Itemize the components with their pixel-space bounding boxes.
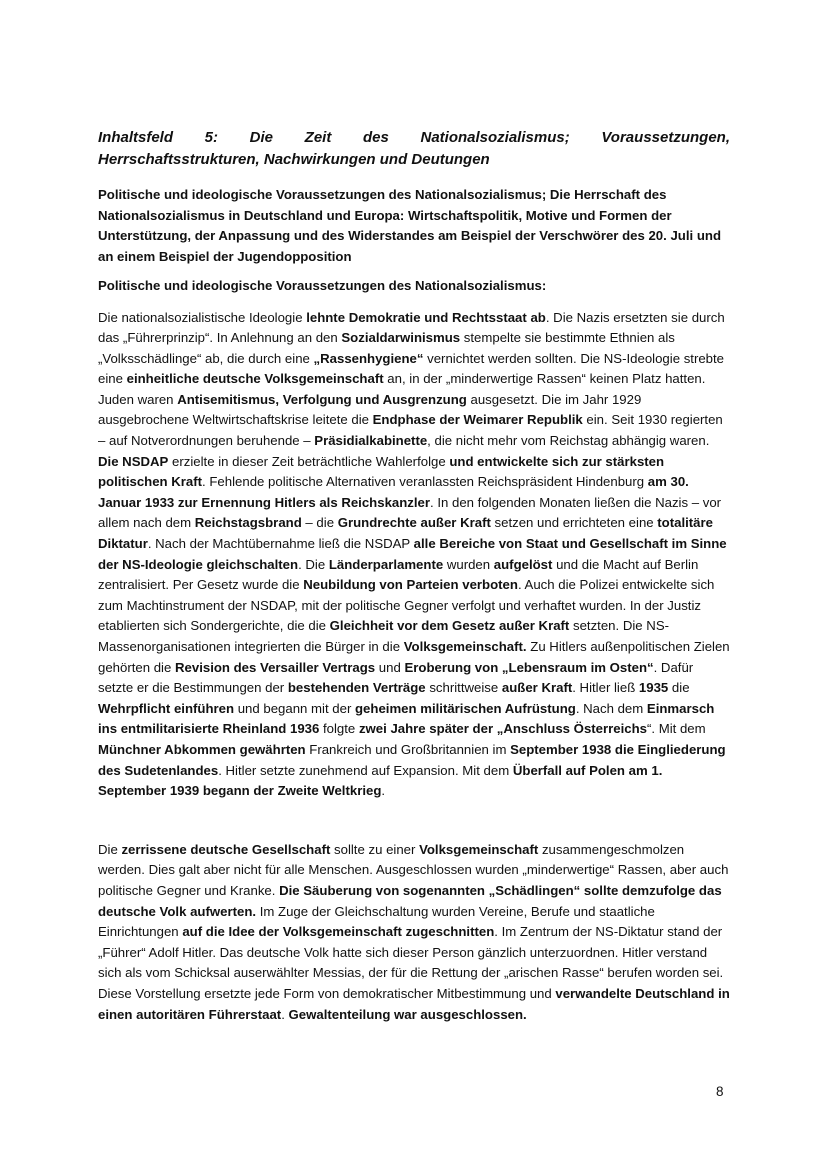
text-run: , die nicht mehr vom Reichstag abhängig waren. <box>427 433 710 449</box>
text-run: . <box>281 1006 289 1022</box>
text-run: Frankreich und Großbritannien im <box>305 741 511 757</box>
text-run: und die Macht auf Berlin zentralisiert. Per Gesetz wurde die <box>98 556 699 593</box>
bold-text-run: außer Kraft <box>501 680 573 696</box>
bold-text-run: verwandelte Deutschland in einen autoritären Führerstaat <box>98 985 730 1022</box>
text-run: . In den folgenden Monaten ließen die Nazis – vor allem nach dem <box>98 494 722 531</box>
bold-text-run: Sozialdarwinismus <box>341 330 461 346</box>
text-run: erzielte in dieser Zeit beträchtliche Wahlerfolge <box>168 453 450 469</box>
bold-text-run: totalitäre Diktatur <box>98 515 713 552</box>
text-run: Die <box>98 841 122 857</box>
bold-text-run: Gewaltenteilung war ausgeschlossen. <box>288 1006 527 1022</box>
text-run: . Fehlende politische Alternativen veranlassten Reichspräsident Hindenburg <box>202 474 648 490</box>
text-run: und begann mit der <box>234 700 355 716</box>
bold-text-run: zerrissene deutsche Gesellschaft <box>121 841 331 857</box>
text-run: . Nach dem <box>575 700 647 716</box>
bold-text-run: auf die Idee der Volksgemeinschaft zugeschnitten <box>182 924 495 940</box>
text-run: “. Mit dem <box>647 721 706 737</box>
bold-text-run: bestehenden Verträge <box>287 680 426 696</box>
text-run: . Dafür setzte er die Bestimmungen der <box>98 659 694 696</box>
bold-text-run: Revision des Versailler Vertrags <box>175 659 376 675</box>
text-run: Die nationalsozialistische Ideologie <box>98 309 307 325</box>
text-run: Im Zuge der Gleichschaltung wurden Vereine, Berufe und staatliche Einrichtungen <box>98 903 655 940</box>
bold-text-run: Die NSDAP <box>98 453 169 469</box>
bold-text-run: am 30. Januar 1933 zur Ernennung Hitlers als Reichskanzler <box>98 474 689 510</box>
document-subtitle: Politische und ideologische Voraussetzungen des Nationalsozialismus; Die Herrschaft des Nationalsozialismus in Deutschland und Europa: Wirtschaftspolitik, Motive und Formen der Unterstützung, der Anpassung und des Widerstandes am Beispiel der Verschwörer des 20. Juli und an einem Beispiel der Jugendopposition <box>98 187 722 264</box>
text-run: wurden <box>443 556 494 572</box>
text-run: ein. Seit 1930 regierten – auf Notverordnungen beruhende – <box>98 412 723 449</box>
bold-text-run: Münchner Abkommen gewährten <box>98 741 306 757</box>
text-run: und <box>375 659 405 675</box>
bold-text-run: Volksgemeinschaft <box>419 841 539 857</box>
bold-text-run: „Rassenhygiene“ <box>313 350 424 366</box>
bold-text-run: Volksgemeinschaft. <box>403 639 527 654</box>
paragraph-1 <box>98 308 730 802</box>
bold-text-run: zwei Jahre später der „Anschluss Österreichs <box>358 721 647 737</box>
text-run: . Die Nazis ersetzten sie durch das „Führerprinzip“. In Anlehnung an den <box>98 309 725 346</box>
bold-text-run: Antisemitismus, Verfolgung und Ausgrenzung <box>177 391 467 407</box>
text-run: zusammengeschmolzen werden. Dies galt aber nicht für alle Menschen. Ausgeschlossen wurden „minderwertige“ Rassen, aber auch politische Gegner und Kranke. <box>98 841 729 898</box>
bold-text-run: 1935 <box>638 680 669 696</box>
bold-text-run: Länderparlamente <box>328 556 444 572</box>
text-run: ausgesetzt. Die im Jahr 1929 ausgebrochene Weltwirtschaftskrise leitete die <box>98 391 642 428</box>
text-run: . Hitler setzte zunehmend auf Expansion. Mit dem <box>218 762 513 778</box>
bold-text-run: September 1938 die Eingliederung des Sudetenlandes <box>98 741 726 778</box>
document-page <box>98 127 730 1025</box>
bold-text-run: aufgelöst <box>493 556 553 572</box>
bold-text-run: alle Bereiche von Staat und Gesellschaft im Sinne der NS-Ideologie gleichschalten <box>98 536 727 572</box>
text-run: . Nach der Machtübernahme ließ die NSDAP <box>147 536 414 552</box>
text-run: Zu Hitlers außenpolitischen Zielen gehörten die <box>98 639 730 675</box>
bold-text-run: und entwickelte sich zur stärksten politischen Kraft <box>98 453 665 490</box>
text-run: vernichtet werden sollten. Die NS-Ideologie strebte eine <box>98 350 725 387</box>
bold-text-run: Reichstagsbrand <box>194 515 302 531</box>
text-run: die <box>668 680 690 696</box>
bold-text-run: lehnte Demokratie und Rechtsstaat ab <box>306 309 546 325</box>
bold-text-run: Endphase der Weimarer Republik <box>372 412 583 428</box>
text-run: setzen und errichteten eine <box>490 515 658 531</box>
text-run: . Im Zentrum der NS-Diktatur stand der „Führer“ Adolf Hitler. Das deutsche Volk hatte sich dieser Person gänzlich unterzuordnen. Hitler verstand sich als vom Schicksal auserwählter Messias, der für die Rettung der „arischen Rasse“ berufen worden sei. Diese Vorstellung ersetzte jede Form von demokratischer Mitbestimmung und <box>98 924 724 1001</box>
text-run: . Die <box>298 556 329 572</box>
bold-text-run: Grundrechte außer Kraft <box>337 515 491 531</box>
document-title: Inhaltsfeld 5: Die Zeit des Nationalsozialismus; Voraussetzungen, Herrschaftsstrukturen, Nachwirkungen und Deutungen <box>98 129 730 168</box>
text-run: stempelte sie bestimmte Ethnien als „Volksschädlinge“ ab, die durch eine <box>98 330 675 366</box>
bold-text-run: Wehrpflicht einführen <box>98 700 235 716</box>
text-run: schrittweise <box>425 680 502 696</box>
paragraph-2 <box>98 840 730 1025</box>
bold-text-run: Einmarsch ins entmilitarisierte Rheinland 1936 <box>98 700 715 737</box>
bold-text-run: Eroberung von „Lebensraum im Osten“ <box>404 659 654 675</box>
text-run: . <box>381 783 386 799</box>
bold-text-run: Neubildung von Parteien verboten <box>303 577 518 593</box>
text-run: – die <box>301 515 338 531</box>
text-run: setzten. Die NS-Massenorganisationen integrierten die Bürger in die <box>98 618 670 654</box>
bold-text-run: Präsidialkabinette <box>314 433 428 449</box>
text-run: . Auch die Polizei entwickelte sich zum Machtinstrument der NSDAP, mit der politische Gegner verfolgt und verhaftet wurden. In der Justiz etablierten sich Sondergerichte, die die <box>98 577 715 634</box>
bold-text-run: Gleichheit vor dem Gesetz außer Kraft <box>329 618 570 634</box>
text-run: sollte zu einer <box>330 841 420 857</box>
bold-text-run: Die Säuberung von sogenannten „Schädlingen“ sollte demzufolge das deutsche Volk aufwerten. <box>98 882 722 919</box>
text-run: an, in der „minderwertige Rassen“ keinen Platz hatten. Juden waren <box>98 371 706 407</box>
page-number: 8 <box>716 1084 724 1099</box>
bold-text-run: Überfall auf Polen am 1. September 1939 begann der Zweite Weltkrieg <box>98 762 663 799</box>
bold-text-run: geheimen militärischen Aufrüstung <box>355 700 576 716</box>
text-run: folgte <box>319 721 359 737</box>
text-run: . Hitler ließ <box>572 680 639 696</box>
bold-text-run: einheitliche deutsche Volksgemeinschaft <box>126 371 384 387</box>
section-heading: Politische und ideologische Voraussetzungen des Nationalsozialismus: <box>98 278 547 293</box>
